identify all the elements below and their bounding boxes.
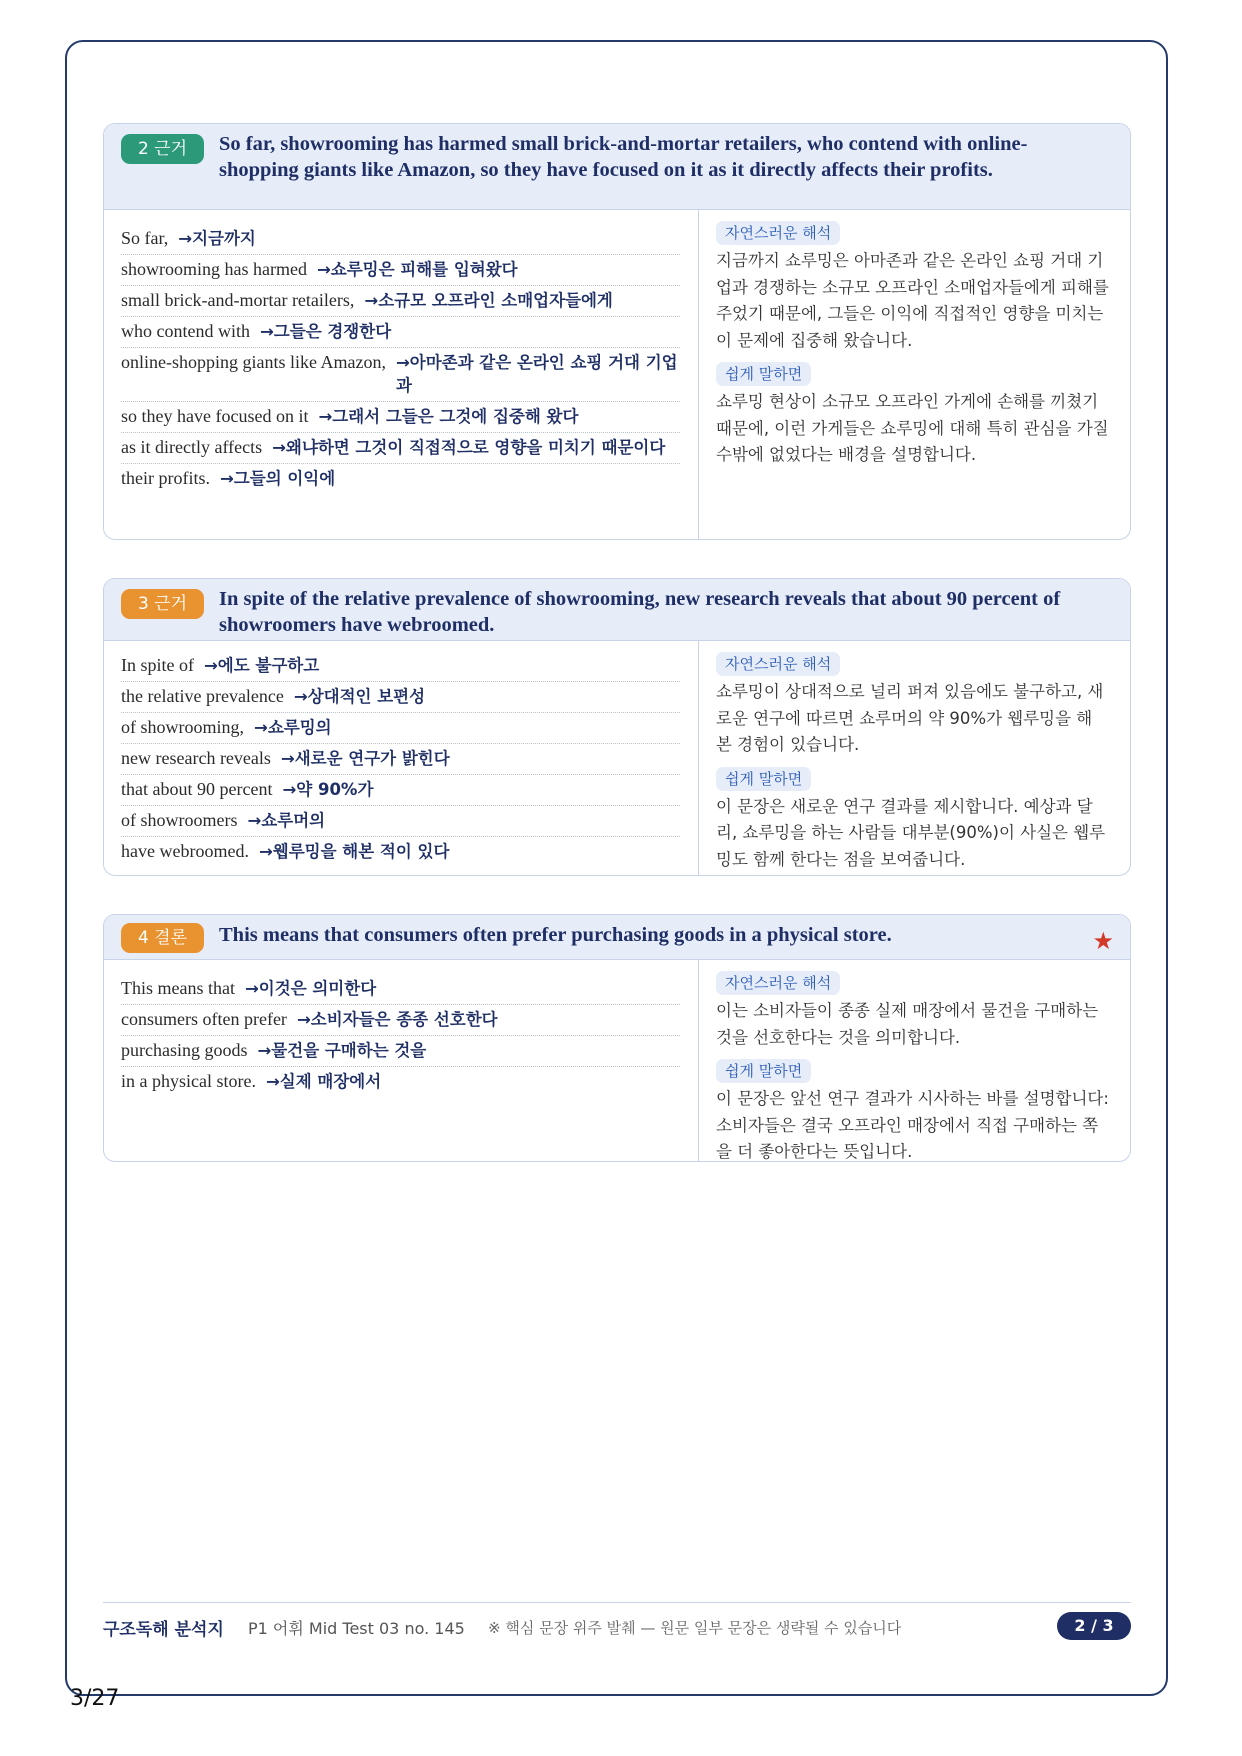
page-footer <box>103 1602 1131 1651</box>
chunk-korean: →아마존과 같은 온라인 쇼핑 거대 기업과 <box>395 353 678 395</box>
key-sentence: So far, showrooming has harmed small brick-and-mortar retailers, who contend with online-shopping giants like Amazon, so they have focused on it as it directly affects their profits. <box>219 133 1028 181</box>
chunk-korean: →지금까지 <box>178 229 256 248</box>
chunk-korean: →웹루밍을 해본 적이 있다 <box>258 842 450 861</box>
easy-explanation-tag: 쉽게 말하면 <box>716 767 811 791</box>
chunk-row <box>121 1067 680 1097</box>
chunk-korean: →쇼루밍의 <box>254 718 332 737</box>
chunk-row <box>121 837 680 867</box>
chunk-korean: →새로운 연구가 밝힌다 <box>280 749 450 768</box>
chunk-korean: →상대적인 보편성 <box>293 687 426 706</box>
chunk-korean: →약 90%가 <box>282 780 374 799</box>
section-card-4 <box>103 914 1131 1162</box>
chunk-korean: →실제 매장에서 <box>265 1072 382 1091</box>
chunk-korean: →이것은 의미한다 <box>244 979 377 998</box>
natural-translation-tag: 자연스러운 해석 <box>716 652 840 676</box>
chunk-english: so they have focused on it <box>121 406 309 426</box>
chunk-english: of showroomers <box>121 810 238 830</box>
source-label: P1 어휘 Mid Test 03 no. 145 <box>248 1619 465 1638</box>
easy-explanation: 쇼루밍 현상이 소규모 오프라인 가게에 손해를 끼쳤기 때문에, 이런 가게들은 쇼루밍에 대해 특히 관심을 가질 수밖에 없었다는 배경을 설명합니다. <box>716 392 1109 464</box>
chunk-english: as it directly affects <box>121 437 263 457</box>
chunk-row <box>121 651 680 682</box>
chunk-list <box>104 960 699 1161</box>
chunk-row <box>121 464 680 494</box>
chunk-row <box>121 775 680 806</box>
chunk-row <box>121 806 680 837</box>
chunk-row <box>121 744 680 775</box>
chunk-row <box>121 433 680 464</box>
worksheet-title: 구조독해 분석지 <box>103 1620 224 1640</box>
natural-translation-tag: 자연스러운 해석 <box>716 221 840 245</box>
chunk-english: have webroomed. <box>121 841 249 861</box>
chunk-korean: →쇼루밍은 피해를 입혀왔다 <box>316 260 518 279</box>
easy-explanation-tag: 쉽게 말하면 <box>716 362 811 386</box>
easy-explanation: 이 문장은 앞선 연구 결과가 시사하는 바를 설명합니다: 소비자들은 결국 오프라인 매장에서 직접 구매하는 쪽을 더 좋아한다는 뜻입니다. <box>716 1089 1109 1161</box>
chunk-korean: →그래서 그들은 그것에 집중해 왔다 <box>318 407 579 426</box>
sentence-header <box>104 124 1130 210</box>
chunk-row <box>121 682 680 713</box>
chunk-korean: →그들의 이익에 <box>219 469 336 488</box>
chunk-row <box>121 255 680 286</box>
chunk-row <box>121 317 680 348</box>
chunk-list <box>104 641 699 875</box>
natural-translation: 지금까지 쇼루밍은 아마존과 같은 온라인 쇼핑 거대 기업과 경쟁하는 소규모 오프라인 소매업자들에게 피해를 주었기 때문에, 그들은 이익에 직접적인 영향을 미치는 이 문제에 집중해 왔습니다. <box>716 251 1109 350</box>
chunk-korean: →소규모 오프라인 소매업자들에게 <box>364 291 613 310</box>
key-sentence: This means that consumers often prefer purchasing goods in a physical store. <box>219 924 892 946</box>
chunk-list <box>104 210 699 539</box>
chunk-row <box>121 402 680 433</box>
translation-panel <box>699 641 1130 875</box>
chunk-english: their profits. <box>121 468 210 488</box>
chunk-english: in a physical store. <box>121 1071 256 1091</box>
key-sentence: In spite of the relative prevalence of showrooming, new research reveals that about 90 percent of showroomers have webroomed. <box>219 588 1061 636</box>
footer-note: ※ 핵심 문장 위주 발췌 — 원문 일부 문장은 생략될 수 있습니다 <box>488 1619 902 1637</box>
section-card-2 <box>103 123 1131 540</box>
chunk-english: who contend with <box>121 321 250 341</box>
translation-panel <box>699 210 1130 539</box>
chunk-row <box>121 713 680 744</box>
section-badge: 2 근거 <box>121 134 204 164</box>
section-badge: 4 결론 <box>121 923 204 953</box>
natural-translation: 이는 소비자들이 종종 실제 매장에서 물건을 구매하는 것을 선호한다는 것을 의미합니다. <box>716 1001 1099 1047</box>
page-indicator: 3/27 <box>70 1686 120 1711</box>
chunk-english: online-shopping giants like Amazon, <box>121 352 386 372</box>
translation-panel <box>699 960 1130 1161</box>
section-card-3 <box>103 578 1131 876</box>
chunk-english: This means that <box>121 978 235 998</box>
chunk-english: So far, <box>121 228 169 248</box>
chunk-row <box>121 1005 680 1036</box>
natural-translation-tag: 자연스러운 해석 <box>716 971 840 995</box>
chunk-english: the relative prevalence <box>121 686 284 706</box>
chunk-korean: →소비자들은 종종 선호한다 <box>296 1010 498 1029</box>
chunk-korean: →물건을 구매하는 것을 <box>257 1041 427 1060</box>
chunk-english: that about 90 percent <box>121 779 273 799</box>
sentence-header <box>104 579 1130 641</box>
chunk-english: purchasing goods <box>121 1040 248 1060</box>
chunk-row <box>121 348 680 402</box>
chunk-korean: →쇼루머의 <box>247 811 326 830</box>
chunk-korean: →왜냐하면 그것이 직접적으로 영향을 미치기 때문이다 <box>272 438 666 457</box>
easy-explanation: 이 문장은 새로운 연구 결과를 제시합니다. 예상과 달리, 쇼루밍을 하는 사람들 대부분(90%)이 사실은 웹루밍도 함께 한다는 점을 보여줍니다. <box>716 796 1106 869</box>
chunk-english: small brick-and-mortar retailers, <box>121 290 355 310</box>
easy-explanation-tag: 쉽게 말하면 <box>716 1059 811 1083</box>
star-icon: ★ <box>1092 927 1114 955</box>
section-badge: 3 근거 <box>121 589 204 619</box>
chunk-english: showrooming has harmed <box>121 259 307 279</box>
chunk-korean: →에도 불구하고 <box>203 656 320 675</box>
natural-translation: 쇼루밍이 상대적으로 널리 퍼져 있음에도 불구하고, 새로운 연구에 따르면 쇼루머의 약 90%가 웹루밍을 해 본 경험이 있습니다. <box>716 682 1104 754</box>
chunk-english: consumers often prefer <box>121 1009 287 1029</box>
chunk-row <box>121 224 680 255</box>
chunk-english: of showrooming, <box>121 717 244 737</box>
chunk-row <box>121 1036 680 1067</box>
chunk-row <box>121 974 680 1005</box>
chunk-english: In spite of <box>121 655 194 675</box>
chunk-english: new research reveals <box>121 748 271 768</box>
chunk-row <box>121 286 680 317</box>
page-pager: 2 / 3 <box>1057 1612 1131 1640</box>
sentence-header <box>104 915 1130 960</box>
chunk-korean: →그들은 경쟁한다 <box>259 322 392 341</box>
